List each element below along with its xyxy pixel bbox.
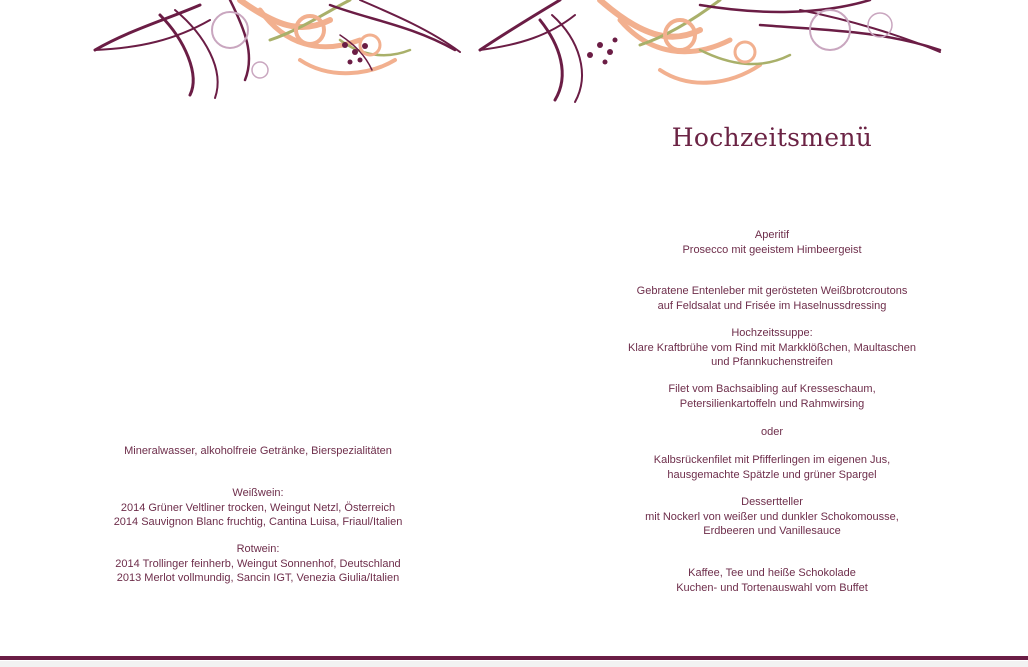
menu-soup — [590, 326, 954, 370]
menu-starter — [590, 284, 954, 313]
red-wine-2: 2013 Merlot vollmundig, Sancin IGT, Venezia Giulia/Italien — [116, 572, 400, 584]
fish-line-1: Filet vom Bachsaibling auf Kresseschaum, — [668, 383, 876, 395]
red-wine-1: 2014 Trollinger feinherb, Weingut Sonnenhof, Deutschland — [115, 557, 401, 570]
menu-main-veal — [590, 453, 954, 482]
dessert-line-1: mit Nockerl von weißer und dunkler Schokomousse, — [645, 510, 899, 523]
white-wine-1: 2014 Grüner Veltliner trocken, Weingut Netzl, Österreich — [120, 501, 396, 514]
page-edge — [0, 661, 1028, 667]
drinks-soft — [60, 444, 456, 459]
soup-heading: Hochzeitssuppe: — [731, 327, 813, 339]
or-text: oder — [760, 426, 784, 438]
menu-main-fish — [590, 382, 954, 411]
soup-line-2: und Pfannkuchenstreifen — [711, 356, 833, 368]
menu-or — [590, 425, 954, 440]
aperitif-heading: Aperitif — [754, 229, 790, 241]
aperitif-text: Prosecco mit geeistem Himbeergeist — [682, 243, 862, 256]
floral-ornament-icon — [0, 0, 1028, 110]
red-wine-heading: Rotwein: — [236, 543, 280, 555]
veal-line-1: Kalbsrückenfilet mit Pfifferlingen im eigenen Jus, — [653, 454, 891, 466]
coffee-line-1: Kaffee, Tee und heiße Schokolade — [688, 567, 856, 579]
dessert-heading: Dessertteller — [741, 496, 803, 508]
veal-line-2: hausgemachte Spätzle und grüner Spargel — [667, 468, 877, 481]
starter-line-2: auf Feldsalat und Frisée im Haselnussdressing — [657, 299, 887, 312]
menu-dessert — [590, 495, 954, 539]
menu-aperitif — [590, 228, 954, 257]
menu-title: Hochzeitsmenü — [671, 123, 873, 152]
fish-line-2: Petersilienkartoffeln und Rahmwirsing — [679, 397, 865, 410]
drinks-white-wine — [60, 486, 456, 530]
starter-line-1: Gebratene Entenleber mit gerösteten Weißbrotcroutons — [636, 285, 908, 297]
coffee-line-2: Kuchen- und Tortenauswahl vom Buffet — [676, 581, 868, 594]
soup-line-1: Klare Kraftbrühe vom Rind mit Markklößchen, Maultaschen — [628, 341, 916, 354]
soft-drinks-text: Mineralwasser, alkoholfreie Getränke, Bierspezialitäten — [124, 445, 392, 457]
bottom-divider — [0, 656, 1028, 660]
dessert-line-2: Erdbeeren und Vanillesauce — [703, 525, 841, 537]
menu-coffee — [590, 566, 954, 595]
white-wine-heading: Weißwein: — [232, 487, 284, 499]
white-wine-2: 2014 Sauvignon Blanc fruchtig, Cantina Luisa, Friaul/Italien — [113, 516, 403, 528]
drinks-red-wine — [60, 542, 456, 586]
